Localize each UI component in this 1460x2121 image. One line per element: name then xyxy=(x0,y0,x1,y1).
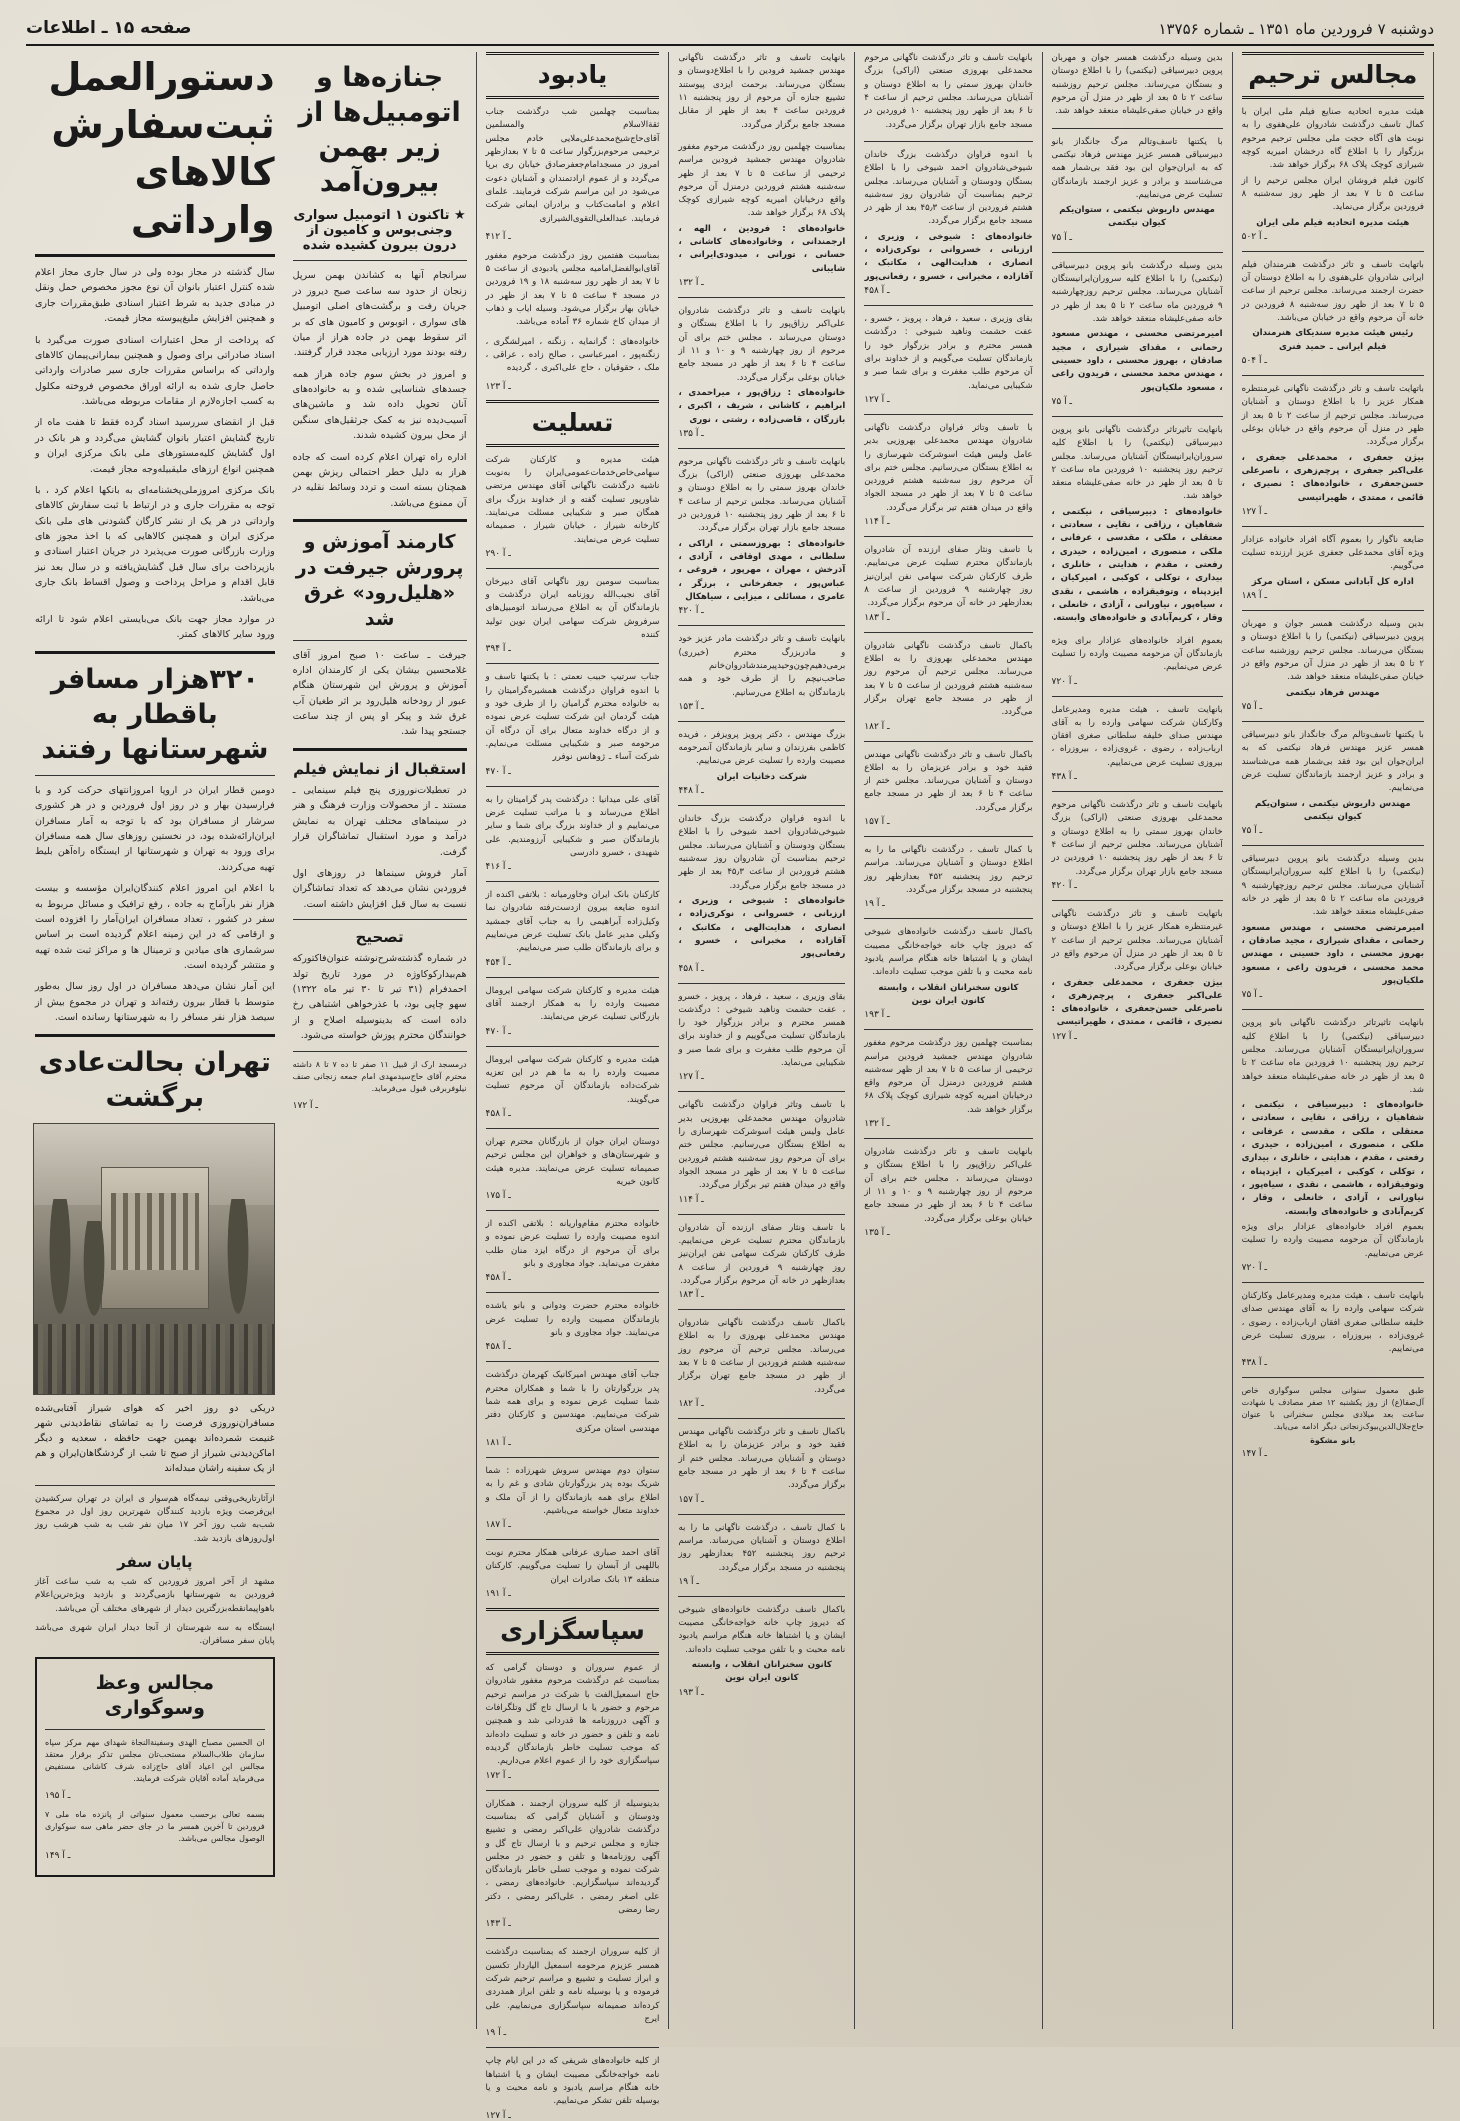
obituary-text: با کمال تاسف ، درگذشت ناگهانی ما را به اطلاع دوستان و آشنایان می‌رساند. مراسم ترحیم روز پنجشنبه ۴۵۲ بعدازظهر روز پنجشنبه در مسجد برگزار می‌گردد. xyxy=(864,845,1033,895)
tasliat-notice-ref: ـ آ ۱۷۵ xyxy=(485,1191,511,1202)
obituary-ref: ـ آ ۱۸۳ xyxy=(678,1290,704,1301)
film-body-2: آمار فروش سینماها در روزهای اول فروردین نشان می‌دهد که تعداد تماشاگران نسبت به سال قبل افزایش داشته است. xyxy=(292,867,467,910)
avalanche-kicker: ★ تاکنون ۱ اتومبیل سواری وجنی‌بوس و کامیون از درون بیرون کشیده شده xyxy=(293,208,466,254)
obituary-text: با یکتنها تاسف‌وتالم مرگ جانگداز بانو دبیرسیاقی همسر عزیز مهندس فرهاد نیکتمی که به ایران‌جوان این بود فقد بی‌شمار همه می‌شناسند و برادر و عزیز ارجمند بازماندگان تسلیت عرض می‌نماییم. xyxy=(1051,136,1223,200)
tarhim-text: با یکتنها تاسف‌وتالم مرگ جانگداز بانو دبیرسیاقی همسر عزیز مهندس فرهاد نیکتمی که به ایران‌جوان این بود فقد بی‌شمار همه می‌شناسند و برادر و عزیز ارجمند بازماندگان تسلیت عرض می‌نماییم. xyxy=(1241,729,1424,794)
column-2 xyxy=(284,52,477,2029)
sepas-notice-text: از عموم سروران و دوستان گرامی که بمناسبت غم درگذشت مرحوم مغفور شادروان حاج اسمعیل‌الفت با شرکت در مراسم ترحیم مرحوم و حضور یا با ارسال تاج گل وتلگرافات و آگهی درروزنامه ‌ها قدردانی شد و همچنین نامه‌ و تلفن و حضور در خانه و تسلیت داده‌اند که موجب تسلیت خاطر بازماندگان گردیده سپاسگزاری خود را از عموم اعلام می‌داریم. xyxy=(485,1663,660,1767)
avalanche-body-3: اداره راه تهران اعلام کرده است که جاده هراز به دلیل خطر احتمالی ریزش بهمن همچنان بسته است و تردد وسائط نقلیه در آن ممنوع می‌باشد. xyxy=(292,451,467,509)
tarhim-text: ضایعه ناگوار را بعموم آگاه افراد خانواده عزادار ویژه آقای محمدعلی جعفری عزیز ارزنده تسلیت می‌گوییم. xyxy=(1241,534,1424,572)
obituary-families: خانواده‌های : بهروزسمتی ، اراکی ، سلطانی ، مهدی اوقافی ، آزادی ، آذرخش ، مهران ، مهرپور ، فروغی ، عباس‌پور ، جعفرخانی ، برزگر ، عامری ، مسائلی ، میزایی ، سیاهکال xyxy=(678,538,846,602)
lead-headline: دستورالعمل ثبت‌سفارش کالاهای وارداتی xyxy=(48,55,275,242)
obituary-families: خانواده‌های : شیوخی ، وزیری ، ارزبانی ، خسروانی ، نوکری‌زاده ، انصاری ، هدایت‌الهی ، مکاتبک ، آقازاده ، مخبرانی ، خسرو ، رفعانی‌پور xyxy=(678,895,846,960)
tasliat-banner: تسلیت xyxy=(486,400,660,447)
memorial-cell-1-ref: ـ آ ۱۹۵ xyxy=(45,1791,71,1801)
travel-body-3: این آمار نشان می‌دهد مسافران در اول روز سال به‌طور متوسط با قطار بیرون رفته‌اند و تهران در مجموع بیش از سیصد هزار نفر مسافر را به شهرستانها رسانده است. xyxy=(35,981,275,1024)
obituary-text: بدین وسیله درگذشت بانو پروین دبیرسیاقی (نیکتمی) را با اطلاع کلیه سروران‌ایرانیستگان آشنایان می‌رساند. مجلس ترحیم روزچهارشنبه ۹ فروردین ماه ساعت ۲ تا ۵ بعد از ظهر در خانه صفی‌علیشاه منعقد خواهد شد. xyxy=(1051,260,1223,324)
obituary-ref: ـ آ ۱۱۴ xyxy=(678,1194,704,1205)
sepas-notice-ref: ـ آ ۱۷۲ xyxy=(485,1770,511,1781)
tasliat-notice-ref: ـ آ ۴۵۸ xyxy=(485,1273,511,1284)
tasliat-notice-ref: ـ آ ۱۸۱ xyxy=(485,1437,511,1448)
obituary-families: بیژن جعفری ، محمدعلی جعفری ، علی‌اکبر جعفری ، پرچم‌زهری ، ناصرعلی حسن‌جعفری ، خانواده‌های : نصیری ، قائمی ، ممتدی ، ظهیراتیسی xyxy=(1051,977,1223,1028)
tasliat-notice-ref: ـ آ ۴۱۶ xyxy=(485,862,511,873)
memorial-cell-3-ref: ـ آ ۱۴۹ xyxy=(45,1851,71,1861)
yadbood-families: خانواده‌های : گرانمایه ، زنگنه ، امیرلشگری ، زنگنه‌پور ، امیرعباسی ، صالح زاده ، عراقی ، ملک ، حقوقیان ، حاج علی‌اکبری ، گردیده xyxy=(485,336,660,374)
obituary-organization: کانون سخنرانان انقلاب ، وابسته کانون ایران نوین xyxy=(691,1660,832,1684)
obituary-text: با تاسف وتاثر فراوان درگذشت ناگهانی شادروان مهندس محمدعلی بهروزیی بدیر عامل ولیس هیئت اسوشرکت شهرسازی را به اطلاع بستگان می‌رسانیم. مجلس ختم برای آن مرحوم روز سه‌شنبه هشتم فروردین ساعت ۵ تا ۷ بعد از ظهر در مسجد الجواد واقع در میدان هفتم تیر برگزار می‌گردد. xyxy=(678,1100,846,1191)
obituary-text: با کمال تاسف ، درگذشت ناگهانی ما را به اطلاع دوستان و آشنایان می‌رساند. مراسم ترحیم روز پنجشنبه ۴۵۲ بعدازظهر روز پنجشنبه در مسجد برگزار می‌گردد. xyxy=(678,1522,846,1573)
obituary-ref: ـ آ ۱۸۲ xyxy=(864,721,890,732)
obituary-ref: ـ آ ۷۵ xyxy=(1051,396,1073,407)
tarhim-ref: ـ آ ۷۵ xyxy=(1241,826,1263,837)
tarhim-text: بانهایت تاثیرتاثر درگذشت ناگهانی بانو پروین دبیرسیاقی (نیکتمی) را با اطلاع کلیه سروران‌ایرانیستگان آشنایان می‌رساند. مجلس ترحیم روز پنجشنبه ۱۰ فروردین ماه ساعت ۲ تا ۵ بعد از ظهر در خانه صفی‌علیشاه منعقد خواهد شد. xyxy=(1241,1018,1424,1095)
tasliat-notice-text: آقای احمد صباری عرفانی همکار محترم نوبت باللهیی از آبسان را تسلیت می‌گوییم. کارکنان منطقه ۱۳ بانک صادرات ایران xyxy=(485,1548,660,1585)
film-body-1: در تعطیلات‌نوروزی پنج فیلم سینمایی ـ مستند ـ از محصولات وزارت فرهنگ و هنر در سینماهای مختلف تهران به نمایش درآمد و مورد استقبال تماشاگران قرار گرفت. xyxy=(292,785,467,858)
tarhim-text: هیئت مدیره اتحادیه صنایع فیلم ملی ایران با کمال تاسف درگذشت شادروان علی‌هفوی‌ را به‌ نوبت‌ های آگاه حجت ملی مجلس‌ ترحیم مرحوم‌ بزرگوار را با اطلاع‌ گاه درخشان امیریه کوچه شیرازی کوچک پلاک ۶۸ برگزار خواهد شد. xyxy=(1241,107,1424,171)
obituary-notice xyxy=(864,544,1032,623)
obituary-notice xyxy=(1052,260,1223,407)
obituary-notice xyxy=(678,52,845,132)
sepas-notice-ref: ـ آ ۱۹ xyxy=(485,2028,507,2039)
tasliat-notice-text: جناب سرتیپ حبیب نعمتی : با یکتنها تاسف و با اندوه فراوان درگذشت همشیره‌گرامیتان را به خانواده محترم گرامیان‌ را از طرف خود و هیئت گردمان این شرکت تسلیت عرض نموده و از درگاه خداوند متعال برای آن درگاه‌ آن مرحومه صبر و شکیبایی مسئلت می‌نمایم. شرکت آساء ـ ژوهانس‌ نوفرر xyxy=(485,672,660,763)
column-grid xyxy=(26,52,1434,2121)
tasliat-notice xyxy=(486,1369,660,1448)
obituary-ref: ـ آ ۷۵ xyxy=(1051,232,1073,243)
obituary-text: بانهایت تاسف و تاثر درگذشت ناگهانی مرحوم محمدعلی بهروزی صنعتی (اراکی) بزرگ خاندان بهروز سمتی را به اطلاع دوستان و آشنایان می‌رساند. مجلس ترحیم از ساعت ۴ تا ۶ بعد از ظهر روز پنجشنبه ۱۰ فروردین در مسجد جامع بازار تهران برگزار می‌گردد. xyxy=(864,53,1033,130)
tasliat-notice-ref: ـ آ ۳۹۴ xyxy=(485,644,511,655)
tasliat-notice-text: هیئت مدیره و کارکنان شرکت سهامی ایرو‌مال مصیبت وارده را به همکار ارجمند آقای بازرگانی تسلیت عرض می‌نمایند. xyxy=(485,985,660,1023)
column-3 xyxy=(477,52,670,2121)
column-7 xyxy=(1233,52,1434,2029)
tarhim-notice xyxy=(1242,1017,1424,1273)
obituary-notice xyxy=(678,1522,845,1587)
tasliat-notice-text: دوستان ایران جوان از بازرگانان محترم تهران و شهرستان‌های و خواهران این مجلس‌ ترحیم‌ صمیمانه تسلیت عرض می‌نمایند. مدیره هیئت کانون خیریه xyxy=(485,1136,660,1187)
tasliat-notice-text: هیئت مدیره و کارکنان شرکت سهامی‌خاص‌خدمات‌عمومی‌ایران‌ را به‌نوبت ناشیه درگذشت ناگهانی آقای مهندس مرتضی شاورپور‌ تسلیت گفته و از خداوند بزرگ برای همگان صبر و شکیبایی مسئلت می‌نمایند. کارخانه شیراز ، خیابان شیراز ، صمیمانه تسلیت عرض می‌نمایند. xyxy=(485,454,660,545)
obituary-notice xyxy=(678,1222,845,1301)
obituary-notice xyxy=(864,749,1032,828)
majales-tarhim-banner: مجالس ترحیم xyxy=(1242,52,1424,99)
tarhim-ref: ـ آ ۷۵ xyxy=(1241,701,1263,712)
obituary-notice xyxy=(864,313,1032,405)
obituary-notice xyxy=(678,305,845,439)
obituary-ref: ـ آ ۱۱۴ xyxy=(864,517,890,528)
obituary-ref: ـ آ ۱۹۳ xyxy=(678,1687,704,1698)
obituary-text: باکمال تاسف درگذشت خانواده‌های شیوخی که دیروز چاپ خانه خواجه‌خانگی مصیبت ایشان و یا اشتباها خانه هنگام مراسم یادبود نامه محبت و با تلفن موجب تسلیت داده‌اند. xyxy=(864,927,1033,978)
tarhim-signature: امیرمرتضی محسنی ، مهندس مسعود رحمانی ، مقدای شیرازی ، مجید صادقان ، بهروز محسنی ، داود حسینی ، مهندس محمد محسنی ، فریدون راعی ، مسعود ملکیان‌پور xyxy=(1241,922,1424,986)
tasliat-notice xyxy=(486,576,660,655)
memorial-cell-3: بسمه تعالی برحسب معمول سنواتی از پانزده ماه ملی ۷ فروردین تا آخرین همسر ما در جای حضر ماهی سه سوکواری الوصول مجالس می‌باشد. xyxy=(45,1810,265,1843)
tasliat-notice-ref: ـ آ ۱۸۷ xyxy=(485,1520,511,1531)
obituary-text: بانهایت تاسف و تاثر درگذشت شادروان علی‌اکبر رزاق‌پور را با اطلاع بستگان و دوستان می‌رساند ، مجلس ختم برای آن مرحوم از روز چهارشنبه ۹ و ۱۰ و ۱۱ از ساعت ۴ تا ۶ بعد از ظهر در مسجد جامع خیابان بوعلی برگزار می‌گردد. xyxy=(678,306,846,383)
tasliat-notice xyxy=(486,1547,660,1599)
obituary-notice xyxy=(678,1604,845,1698)
obituary-notice xyxy=(1052,704,1223,783)
obituary-ref: ـ آ ۱۹ xyxy=(864,899,885,910)
tarhim-notice xyxy=(1242,853,1424,1000)
obituary-notice xyxy=(678,141,845,288)
obituary-text: بمناسبت چهلمین روز درگذشت مرحوم مغفور شادروان مهندس جمشید فرودین مراسم ترحیمی از ساعت ۵ تا ۷ بعد از ظهر سه‌شنبه هشتم فروردین درمنزل آن مرحوم واقع درخیابان امیریه کوچه شیرازی کوچک پلاک ۶۸ برگزار خواهد شد. xyxy=(864,1038,1033,1115)
column-1 xyxy=(26,52,284,2029)
obituary-notice xyxy=(678,456,845,616)
tarhim-text: بانهایت تاسف ، هیئت مدیره ومدیرعامل وکارکنان شرکت سهامی وارده را به آقای مهندس صدای خلیفه سلطانی صغری افقان ارباب‌زاده ، رضوی ، غروی‌زاده ، بیروزراه ، بیروزی تسلیت عرض می‌نماییم. xyxy=(1241,1290,1424,1355)
memorial-cell-5-text: بانو مشکوة xyxy=(1310,1436,1356,1446)
obituary-families: خانواده‌های : دبیرسیاقی ، نیکتمی ، شفاهیان ، رزاقی ، نقایی ، سعادتی ، معتقلی ، ملکی ، مقدسی ، عرفانی ، ملکی ، منصوری ، امین‌زاده ، حیدری ، رفعتی ، مقدم ، هدایتی ، خانلری ، بیداری ، توکلی ، کوکبی ، امیرکیان ، ایزدپناه ، وتوفیقزاده ، هاشمی ، نقدی ، سیاه‌پور ، نیاورانی ، آزادی ، خانعلی ، وقار ، کریم‌آبادی و خانواده‌های وابسته. xyxy=(1051,506,1223,624)
obituary-text: بانهایت تاسف و تاثر درگذشت مادر عزیز خود و مادربزرگ محترم (خیرری) برمی‌دهیم‌چون‌وحید‌پیرمند‌شادروان‌خانم‌ صاحب‌نیچم را از طرف خود و همه بازماندگان به اطلاع می‌رسانیم. xyxy=(678,634,846,698)
avalanche-body-2: و امروز در بخش سوم جاده هراز همه جسد‌های شناسایی شده و به خانواده‌های آنان تحویل داده شد و ماشین‌های آسیب‌دیده نیز به کمک جرثقیل‌های سنگین از محل بیرون کشیده شدند. xyxy=(292,368,467,442)
tarhim-notice xyxy=(1242,383,1424,517)
sepas-notice-text: از کلیه سروران ارجمند که بمناسبت درگذشت همسر عزیزم مرحومه اسمعیل الیاردار تکسین و ابراز تسلیت و تشییع و مراسم ترحیم شرکت فرموده و یا بوسیله نامه و تلفن ابراز همدردی کرده‌اند صمیمانه سپاسگزاری می‌نماییم. علی ایرج xyxy=(485,1947,660,2024)
tasliat-notice-ref: ـ آ ۲۹۰ xyxy=(485,548,511,559)
obituary-notice xyxy=(864,1146,1032,1238)
tasliat-notice xyxy=(486,1465,660,1530)
obituary-notice xyxy=(678,729,845,796)
lead-body-1: سال گذشته در مجاز بوده ولی در سال جاری مجاز اعلام شده کنترل اعتبار بانوان آن نوع مجوز مخصوص حمل ونقل در مبادی جدید به شرط اعتبار اسنادی طبق‌مقررات جاری و همچنین افزایش ملیغ‌پیوسته مجاز قیمت. xyxy=(35,267,275,325)
obituary-notice xyxy=(864,926,1032,1020)
memorial-cell-4 xyxy=(1242,1385,1424,1459)
obituary-notice xyxy=(864,640,1032,732)
tarhim-signature: مهندس داریوش نیکتمی ، ستوان‌یکم کیوان نیکتمی xyxy=(1254,798,1411,822)
tarhim-signature: اداره کل آبادانی مسکن ، استان مرکز xyxy=(1251,576,1414,587)
tasliat-notice xyxy=(486,1300,660,1352)
obituary-ref: ـ آ ۱۳۲ xyxy=(678,278,704,288)
obituary-families: خانواده‌های : شیوخی ، وزیری ، ارزبانی ، خسروانی ، نوکری‌زاده ، انصاری ، هدایت‌الهی ، مکاتبک ، آقازاده ، مخبرانی ، خسرو ، رفعانی‌پور xyxy=(864,231,1033,282)
tarhim-signature: رئیس هیئت مدیره سندیکای هنرمندان فیلم ایرانی ـ حمید فنری xyxy=(1252,328,1414,352)
memorial-box xyxy=(35,1657,275,1877)
tarhim-text: باتهایت تاسف و تاثر درگذشت هنرمندان فیلم ایرانی شادروان علی‌هفوی را به‌ اطلاع‌ دوستان‌ آن‌ حضرت‌ ارجمند می‌رساند. مجلس ترحیم از ساعت ۵ تا ۷ بعد از ظهر روز سه‌شنبه ۸ فروردین در خانه آن مرحوم واقع در خیابان می‌باشد. xyxy=(1241,259,1424,324)
tehran-body-3: ایستگاه به سه شهرستان از آنجا دیدار ایران شهری می‌باشد پایان سفر مسافران. xyxy=(35,1623,275,1647)
tasliat-notice-ref: ـ آ ۱۹۱ xyxy=(485,1589,511,1600)
obituary-ref: ـ آ ۱۸۳ xyxy=(864,612,890,623)
avalanche-headline: جنازه‌ها و اتومبیل‌ها از زیر بهمن بیرون‌آمد xyxy=(298,62,461,199)
obituary-ref: ـ آ ۱۵۷ xyxy=(678,1494,704,1505)
obituary-ref: ـ آ ۱۹ xyxy=(678,1576,699,1587)
tarhim-ref: ـ آ ۱۲۷ xyxy=(1241,506,1267,517)
obituary-text: باکمال تاسف درگذشت ناگهانی شادروان مهندس محمدعلی بهروزی را به اطلاع می‌رساند. مجلس ترحیم آن مرحوم روز سه‌شنبه هشتم فروردین از ساعت ۵ تا ۷ بعد از ظهر در مسجد جامع تهران برگزار می‌گردد. xyxy=(864,640,1033,718)
tehran-body-2: مشهد از آخر امروز فروردین که شب به شب ساعت آغاز فروردین به شهرستانها بازمی‌گردند و بازدید ویژه‌ترین‌اعلام باهواپیما‌نقطه‌بزرگترین دیدار از شهرهای مختلف آن می‌باشد. xyxy=(35,1577,275,1614)
correction-body: در شماره گذشته‌شرح‌نوشته عنوان‌فاکتورکه هم‌بیدارکوکاوژه در مورد تاریخ تولد احمدفرام (۳۱ تیر تا ۳۰ تیر ماه ۱۳۲۲) سهو چاپی بود، با عذرخواهی اشتباهی رخ داده است که بدینوسیله اصلاح و از خوانندگان محترم پوزش خواسته می‌شود. xyxy=(292,953,467,1042)
masthead xyxy=(0,18,1460,38)
tarhim-ref: ـ آ ۷۵ xyxy=(1241,990,1263,1001)
obituary-notice xyxy=(1052,635,1223,687)
memorial-cell-5-ref: ـ آ ۱۴۷ xyxy=(1241,1449,1267,1460)
tasliat-notice-ref: ـ آ ۴۵۴ xyxy=(485,957,511,968)
header-rule xyxy=(26,44,1434,46)
page-number: صفحه ۱۵ ـ اطلاعات xyxy=(26,18,192,38)
tarhim-text: بدین وسیله درگذشت بانو پروین دبیرسیاقی (نیکتمی) را با اطلاع کلیه سروران‌ایرانیستگان آشنایان می‌رساند. مجلس ترحیم روزچهارشنبه ۹ فروردین ماه ساعت ۲ تا ۵ بعد از ظهر در خانه صفی‌علیشاه منعقد خواهد شد. xyxy=(1241,854,1424,918)
sepas-notice xyxy=(486,1662,660,1781)
obituary-text: با تاسف وتاثر فراوان درگذشت ناگهانی شادروان مهندس محمدعلی بهروزیی بدیر عامل ولیس هیئت اسوشرکت شهرسازی را به اطلاع بستگان می‌رسانیم. مجلس ختم برای آن مرحوم روز سه‌شنبه هشتم فروردین ساعت ۵ تا ۷ بعد از ظهر در مسجد الجواد واقع در میدان هفتم تیر برگزار می‌گردد. xyxy=(864,422,1033,513)
obituary-notice xyxy=(1052,908,1223,1042)
obituary-families: خانواده‌های : فرودین ، الهه ، ارجمندانی ، وخانواده‌های کاشانی ، حسانی ، تورانی ، میدودی‌ایرانی ، شایبانی xyxy=(678,223,846,274)
travel-body-1: دومین قطار ایران در اروپا امروزانتهای حرکت کرد و با فرارسیدن بهار و در روز اول فروردین و در هر کشوری سرشار از مسافران بود که با توجه به آمار مسافران ایران‌ارائه‌شده بود، در نخستین روزهای سال همه مسافران برای ورود به تهران و شهرستانها از ایستگاه راه‌آهن بلیط تهیه می‌کردند. xyxy=(35,784,275,873)
obituary-text: بانهایت تاسف و تاثر درگذشت ناگهانی مهندس جمشید فرودین را با اطلاع‌دوستان و بستگان می‌رساند. برحمت ایزدی پیوستند تشییع جنازه آن مرحوم از روز پنجشنبه ۱۱ فروردین ساعت ۴ بعد از ظهر از مقابل مسجد‌ جامع برگزار می‌گردد. xyxy=(678,53,846,130)
obituary-text: بانهایت تاسف ، هیئت مدیره ومدیرعامل وکارکنان شرکت سهامی وارده را به آقای مهندس صدای خلیفه سلطانی صغری افقان ارباب‌زاده ، رضوی ، غروی‌زاده ، بیروزراه ، بیروزی تسلیت عرض می‌نماییم. xyxy=(1051,704,1223,768)
obituary-text: باتهایت تاسف و تاثر درگذشت ناگهانی غیرمنتظره همکار عزیز را با اطلاع دوستان و آشنایان می‌رساند. مجلس ترحیم از ساعت ۲ تا ۵ بعد از ظهر در منزل آن مرحوم واقع در خیابان بوعلی برگزار می‌گردد. xyxy=(1051,908,1223,973)
tasliat-notice-text: کارکنان بانک ایران وخاورمیانه : بلاتفی اکنده از اندوه ضایعه بیرون ازدست‌رفته شادروان نما وکیل‌زاده آبراهیمی را به جناب آقای جمشید وکیلی مدیر عامل بانک تسلیت عرض می‌نماییم و برای بازماندگان طلب صبر می‌نماییم. xyxy=(485,890,660,954)
drowning-headline: کارمند آموزش و پرورش جیرفت در «هلیل‌رود» غرق شد xyxy=(295,531,464,630)
obituary-ref: ـ آ ۱۳۲ xyxy=(864,1119,890,1130)
tarhim-ref: ـ آ ۱۸۹ xyxy=(1241,591,1267,602)
tarhim-notice xyxy=(1242,534,1424,601)
obituary-text: باکمال تاسف درگذشت خانواده‌های شیوخی که دیروز چاپ خانه خواجه‌خانگی مصیبت ایشان و یا اشتباها خانه هنگام مراسم یادبود نامه محبت و با تلفن موجب تسلیت داده‌اند. xyxy=(678,1604,846,1655)
end-of-trip-subhead: پایان سفر xyxy=(117,1552,193,1571)
photo-caption: دریکی دو روز اخیر که هوای شیراز آفتابی‌شده مسافران‌نوروزی فرصت را به تماشای نقاط‌دیدنی شهر غنیمت شمرده‌اند بهمین جهت حافظه ، سعدیه و دیگر اماکن‌دیدنی شیراز از صبح تا شب از گردشگاهان‌ایران و هم از یک سفینه راشان‌ مبدله‌اند xyxy=(35,1402,275,1475)
tasliat-notice-text: خانواده محترم مقام‌واریانه : بلاتفی اکنده از اندوه مصیبت وارده را تسلیت عرض نموده و برای آن مرحوم از درگاه ایزد منان طلب مغفرت می‌نماید. جواد مجاوری و بانو xyxy=(485,1219,660,1270)
obituary-text: بانهایت تاسف و تاثر درگذشت شادروان علی‌اکبر رزاق‌پور را با اطلاع بستگان و دوستان می‌رساند ، مجلس ختم برای آن مرحوم از روز چهارشنبه ۹ و ۱۰ و ۱۱ از ساعت ۴ تا ۶ بعد از ظهر در مسجد جامع خیابان بوعلی برگزار می‌گردد. xyxy=(864,1147,1033,1224)
tarhim-notice xyxy=(1242,259,1424,366)
obituary-notice xyxy=(864,52,1032,132)
obituary-notice xyxy=(864,1037,1032,1129)
obituary-notice xyxy=(678,991,845,1083)
obituary-text: با تاسف ونثار صفای ارزنده آن شادروان بازماندگان محترم تسلیت عرض می‌نماییم. طرف کارکنان شرکت سهامی نفن ایران‌نیز روز چهارشنبه ۹ فروردین از ساعت ۸ بعدازظهر در خانه آن مرحوم برگزار می‌گردد. xyxy=(864,545,1033,609)
obituary-ref: ـ آ ۴۵۸ xyxy=(864,286,890,296)
lead-body-5: در موارد مجاز جهت بانک می‌بایستی اعلام شود تا ارائه ورود سایر کالاهای کمتر. xyxy=(35,613,275,641)
obituary-notice xyxy=(864,149,1032,296)
obituary-notice xyxy=(1052,136,1223,243)
yadbood-banner: یادبود xyxy=(486,52,660,99)
obituary-text: باکمال تاسف و تاثر درگذشت ناگهانی مهندس فقید خود و برادر عزیزمان را به اطلاع دوستان و آشنایان می‌رساند. مجلس ختم از ساعت ۴ تا ۶ بعد از ظهر در مسجد جامع برگزار می‌گردد. xyxy=(864,749,1033,813)
obituary-ref: ـ آ ۱۲۷ xyxy=(1051,1031,1077,1042)
obituary-ref: ـ آ ۴۵۸ xyxy=(678,963,704,974)
obituary-ref: ـ آ ۱۵۳ xyxy=(678,701,704,712)
lead-body-2: که پرداخت از محل اعتبارات اسنادی صورت می‌گیرد با اسناد صادراتی برای وصول و همچنین بیمارانی‌پیمان کالاهای وارداتی که براساس مقررات جاری سیر صادرات وارداتی حاصل جاری شده به ارائه اوراق مخصوص فروخته‌ مکلول به کسب اجازه‌لازم از مقامات مربوطه می‌باشد. xyxy=(35,334,275,407)
lead-body-3: قبل از انقضای سررسید اسناد گرده فقط تا هفت ماه از تاریخ گشایش اعتبار بانوان گشایش می‌گردد و هر بانک در اول گشایش کلیه‌مستور‌های ملی بانک مرکزی ایران و همچنین انواع ارزهای ملیقبیله‌وجه مجاز قیمت. xyxy=(35,417,275,475)
column-4 xyxy=(669,52,855,2029)
obituary-ref: ـ آ ۴۴۸ xyxy=(678,786,704,797)
obituary-text: بمناسبت چهلمین روز درگذشت مرحوم مغفور شادروان مهندس جمشید فرودین مراسم ترحیمی از ساعت ۵ تا ۷ بعد از ظهر سه‌شنبه هشتم فروردین درمنزل آن مرحوم واقع درخیابان امیریه کوچه شیرازی کوچک پلاک ۶۸ برگزار خواهد شد. xyxy=(678,141,846,219)
tarhim-signature: مهندس فرهاد نیکتمی xyxy=(1285,687,1380,698)
sepas-notice-ref: ـ آ ۱۲۷ xyxy=(485,2110,511,2121)
obituary-text: بانهایت تاسف و تاثر درگذشت ناگهانی مرحوم محمدعلی بهروزی صنعتی (اراکی) بزرگ خاندان بهروز سمتی را به اطلاع دوستان و آشنایان می‌رساند. مجلس ترحیم از ساعت ۴ تا ۶ بعد از ظهر روز پنجشنبه ۱۰ فروردین در مسجد جامع بازار تهران برگزار می‌گردد. xyxy=(678,456,846,534)
obituary-ref: ـ آ ۱۳۵ xyxy=(864,1227,890,1238)
yadbood-ref-1: ـ آ ۴۱۲ xyxy=(485,231,511,242)
tasliat-notice-text: هیئت مدیره و کارکنان شرکت سهامی ایرو‌مال مصیبت وارده را به ما هم در این تعزیه شرکت‌داده بازماندگان آن مرحوم تسلیت می‌گویند. xyxy=(485,1054,660,1105)
tasliat-notice xyxy=(486,1136,660,1201)
obituary-text: باکمال تاسف و تاثر درگذشت ناگهانی مهندس فقید خود و برادر عزیزمان را به اطلاع دوستان و آشنایان می‌رساند. مجلس ختم از ساعت ۴ تا ۶ بعد از ظهر در مسجد جامع برگزار می‌گردد. xyxy=(678,1427,846,1491)
memorial-box-title: مجالس وعظ وسوگواری xyxy=(95,1671,214,1720)
correction-headline: تصحیح xyxy=(355,928,404,947)
obituary-ref: ـ آ ۱۲۷ xyxy=(864,394,890,405)
tarhim-text-cont: کانون فیلم فروشان ایران مجلس ترحیم را از ساعت ۵ تا ۷ بعد از ظهر روز سه‌شنبه ۸ فروردین برگزار می‌نماید. xyxy=(1241,175,1424,213)
obituary-text: بقای وزیری ، سعید ، فرهاد ، پرویز ، خسرو ، عفت حشمت وناهید شیوخی : درگذشت همسر محترم و برادر بزرگوار خود را بازماندگان تسلیت می‌گوییم و از خداوند برای آن مرحوم طلب مغفرت و برای شما صبر و شکیبایی می‌نماید. xyxy=(678,991,846,1069)
tasliat-notice-ref: ـ آ ۴۵۸ xyxy=(485,1342,511,1353)
obituary-families: خانواده‌های : رزاق‌پور ، میراحمدی ، ابراهیم ، کاشانی ، شریف ، اکبری ، بازرگان ، قاضی‌زاده ، رشتی ، نوری xyxy=(678,387,846,425)
tasliat-notice xyxy=(486,1054,660,1119)
memorial-cell-4-text: طبق معمول سنوانی مجلس سوگواری خاص آل‌صفا(ع) از روز یکشنبه ۱۲ صفر مصادف با شهادت ساعت بعد میلادی مجلس سخنرانی با عنوان حاج‌جلال‌الدین‌بیوک‌زنجانی دیگر ادامه می‌یابد. xyxy=(1241,1386,1424,1432)
tarhim-notice xyxy=(1242,729,1424,836)
obituary-organization: کانون سخنرانان انقلاب ، وابسته کانون ایران نوین xyxy=(878,982,1019,1006)
sepas-notice xyxy=(486,1946,660,2038)
memorial-cell-1: ان الحسین مصباح الهدی وسفینةالنجاة شهدای مهم مرکز سپاه‌ سازمان‌ طلاب‌السلام‌ مستحب‌تان مجلس تذکر برقرار معتقد مجالس این اعیاد آقای حاج‌زاده‌ شرف‌ کاشانی مستفیض می‌فرماید آماده آقایان شرکت فرمایند. xyxy=(45,1738,265,1783)
sepas-notice-text: بدینوسیله از کلیه سروران ارجمند ، همکاران ودوستان و آشنایان گرامی که بمناسبت درگذشت شادروان علی‌اکبر رمضی و تشییع جنازه و مجلس ترحیم و با ارسال تاج گل و آگهی روزنامه‌ها و تلفن و حضور در مجلس شرکت نموده و موجب تسلی خاطر بازماندگان گردیده‌اند سپاسگزاریم. خانواده‌های رمضی ، علی اصغر رمضی ، علی‌اکبر رمضی ، دکتر رضا رمضی xyxy=(485,1798,660,1916)
obituary-text: بزرگ مهندس ، دکتر پرویز پرویزفر ، فریده کاظمی‌ بفرزندان و سایر بازماندگان آنمرحومه مصیبت وارده را تسلیت عرض می‌نماییم. xyxy=(678,729,846,767)
sepas-notice xyxy=(486,1798,660,1930)
obituary-notice xyxy=(678,1426,845,1505)
obituary-notice xyxy=(678,1317,845,1409)
memorial-cell-2-ref: ـ آ ۱۷۲ xyxy=(292,1100,319,1111)
obituary-notice xyxy=(1052,424,1223,626)
tarhim-notice xyxy=(1242,618,1424,712)
tasliat-notice-text: جناب آقای مهندس امیرکانیک کهرمان درگذشت پدر بزرگوارتان را با شما و همکاران محترم شما تسلیت عرض نموده و برای همه شما شرکت می‌نماییم. مهندسین و کارکنان دفتر مهندسی استان مرکزی xyxy=(485,1370,660,1434)
tasliat-notice-text: ستوان دوم مهندس سروش شهرزاده : شما شریک بوده پدر بزرگوارتان شادی و غم‌ را به اطلاع برای همه بازماندگان را از آن ملک و خداوند متعال خواسته‌ می‌باشیم. xyxy=(485,1465,660,1516)
lead-body-4: بانک مرکزی امروزملی‌پخشنامه‌ای به بانکها اعلام کرد ، با توجه به مقررات جاری و در ارتباط با ثبت سفارش کالاهای وارداتی در هر یک از نشر کارگان گشودنی های ملی بانک مرکزی ایران و همچنین کالاهایی که با اخذ مجوز های وزارت بازرگانی صورت می‌پذیرد در جریان اعتبار اسنادی و بازپرداخت برای سال قبل گشایش‌یافته و در سال بعد نیز قابل اقدام و مراحل پرداخت و وصول اقساط بانک جاری می‌باشد. xyxy=(35,484,275,604)
obituary-notice xyxy=(678,813,845,973)
obituary-ref: ـ آ ۱۸۲ xyxy=(678,1399,704,1409)
tarhim-ref: ـ آ ۷۲۰ xyxy=(1241,1262,1267,1273)
obituary-ref: ـ آ ۴۳۸ xyxy=(1051,772,1077,783)
tasliat-notice xyxy=(486,454,660,559)
obituary-text: باکمال تاسف درگذشت ناگهانی شادروان مهندس محمدعلی بهروزی را به اطلاع می‌رساند. مجلس ترحیم آن مرحوم روز سه‌شنبه هشتم فروردین از ساعت ۵ تا ۷ بعد از ظهر در مسجد جامع تهران برگزار می‌گردد. xyxy=(678,1318,846,1395)
tehran-headline: تهران بحالت‌عادی برگشت xyxy=(38,1046,271,1113)
tasliat-notice-ref: ـ آ ۴۷۰ xyxy=(485,766,511,777)
tasliat-notice xyxy=(486,985,660,1037)
travel-body-2: با اعلام این امروز اعلام کنندگان‌ایران‌ مؤسسه و بیست هزار نفر بارآماج به جاده ، رفع ترافیک و مسائل مربوط به سفر در کشور ، تعداد مسافران ایران‌آمار را افزوده است و ارقامی که در این زمینه اعلام گردیده است بر اساس سرشماری های میادین و ترمینال ها و مراکز ثبت شده تهیه و منتشر گردیده است. xyxy=(35,883,275,972)
tarhim-text: باتهایت تاسف و تاثر درگذشت ناگهانی غیرمنتظره همکار عزیز را با اطلاع دوستان و آشنایان می‌رساند. مجلس ترحیم از ساعت ۲ تا ۵ بعد از ظهر در منزل آن مرحوم واقع در خیابان بوعلی برگزار می‌گردد. xyxy=(1241,384,1424,448)
tasliat-notice xyxy=(486,1218,660,1283)
tasliat-notice-text: خانواده محترم حضرت ودوانی و بانو یاشده بازماندگان مصیبت وارده را تسلیت عرض می‌نمایند. جواد مجاوری و بانو xyxy=(485,1301,660,1338)
tasliat-notice xyxy=(486,889,660,968)
yadbood-notice-1: بمناسبت چهلمین شب درگذشت جناب ثقةالاسلام والمسلمین آقای‌حاج‌شیخ‌محمدعلی‌ملایی‌‌ خادم مجلس ترحیمی مرحوم‌بزرگوار ساعت ۵ تا ۷ بعدازظهر امروز در مسجد‌امام‌جعفر‌صادق خیابان ری برپا می‌گردد و از عموم ارادتمندان و آشنایان دعوت می‌شود در این مراسم شرکت فرمایند. علمای اعلام و امامت‌کتاب و برادران ایمانی شرکت فرمایند. عبدالعلی‌التقوی‌الشیرازی xyxy=(485,107,660,224)
sepas-notice-text: از کلیه خانواده‌های شریفی که در این ایام چاپ نامه خواجه‌خانگی مصیبت ایشان و یا اشتباها خانه هنگام مراسم یادبود و نامه محبت و یا بوسیله تلفن تشکر می‌نماییم. xyxy=(485,2056,660,2107)
obituary-signature: امیرمرتضی محسنی ، مهندس مسعود رحمانی ، مقدای شیرازی ، مجید صادقان ، بهروز محسنی ، داود حسینی ، مهندس محمد محسنی ، فریدون راعی ، مسعود ملکیان‌پور xyxy=(1051,329,1223,393)
tarhim-text-end: بعموم افراد خانواده‌های عزادار برای ویژه بازماندگان آن مرحومه مصیبت وارده را تسلیت عرض می‌نماییم. xyxy=(1241,1221,1424,1259)
tarhim-families: خانواده‌های : دبیرسیاقی ، نیکتمی ، شفاهیان ، رزاقی ، نقایی ، سعادتی ، معتقلی ، ملکی ، مقدسی ، عرفانی ، ملکی ، منصوری ، امین‌زاده ، حیدری ، رفعتی ، مقدم ، هدایتی ، خانلری ، بیداری ، توکلی ، کوکبی ، امیرکیان ، ایزدپناه ، وتوفیقزاده ، هاشمی ، نقدی ، سیاه‌پور ، نیاورانی ، آزادی ، خانعلی ، وقار ، کریم‌آبادی و خانواده‌های وابسته. xyxy=(1241,1100,1424,1217)
obituary-notice xyxy=(678,1099,845,1204)
obituary-signature: مهندس داریوش نیکتمی ، ستوان‌یکم کیوان نیکتمی xyxy=(1059,205,1215,229)
tarhim-families: بیژن جعفری ، محمدعلی جعفری ، علی‌اکبر جعفری ، پرچم‌زهری ، ناصرعلی حسن‌جعفری ، خانواده‌های : نصیری ، قائمی ، ممتدی ، ظهیراتیسی xyxy=(1241,452,1424,503)
obituary-text: بعموم افراد خانواده‌های عزادار برای ویژه بازماندگان آن مرحومه مصیبت وارده را تسلیت عرض می‌نماییم. xyxy=(1051,635,1223,673)
obituary-text: بدین وسیله درگذشت همسر جوان و مهربان پروین دبیرسیاقی (نیکتمی) را با اطلاع دوستان و بستگان می‌رساند. مجلس ترحیم روزشنبه ساعت ۲ تا ۵ بعد از ظهر در منزل آن مرحوم واقع در خیابان صفی‌علیشاه منعقد خواهد شد. xyxy=(1051,53,1223,117)
tasliat-notice-text: آقای علی میدانیا : درگذشت پدر گرامیتان را به اطلاع می‌رساند و با مراتب تسلیت عرض می‌نماییم و از خداوند بزرگ برای شما و سایر بازماندگان صبر و شکیبایی آرزومندیم. علی شهیدی ، خسرو دادرسی xyxy=(485,794,660,858)
obituary-text: بانهایت تاثیرتاثر درگذشت ناگهانی بانو پروین دبیرسیاقی (نیکتمی) را با اطلاع کلیه سروران‌ایرانیستگان آشنایان می‌رساند. مجلس ترحیم روز پنجشنبه ۱۰ فروردین ماه ساعت ۲ تا ۵ بعد از ظهر در خانه صفی‌علیشاه منعقد خواهد شد. xyxy=(1051,424,1223,502)
yadbood-notice-2: بمناسبت هفتمین روز درگذشت مرحوم مغفور آقای‌ابوالفضل‌امامیه مجلس یادبودی از ساعت ۵ تا ۷ بعد از ظهر روز سه‌شنبه ۱۸ و ۱۹ فروردین در مسجد ۴ ساعت ۵ تا ۷ بعد از ظهر در خیابان بهار برگزار می‌شود. وسیله ایاب و ذهاب از میدان کاخ شماره ۳۶ آماده می‌باشد. xyxy=(485,250,660,328)
obituary-notice xyxy=(1052,52,1223,119)
obituary-ref: ـ آ ۱۲۷ xyxy=(678,1072,704,1083)
obituary-company: شرکت دخانیات ایران xyxy=(716,771,807,782)
tarhim-signature: هیئت مدیره اتحادیه فیلم ملی ایران xyxy=(1256,217,1410,228)
obituary-notice xyxy=(678,633,845,712)
tarhim-ref: ـ آ ۴۳۸ xyxy=(1241,1358,1267,1369)
obituary-text: بقای وزیری ، سعید ، فرهاد ، پرویز ، خسرو ، عفت حشمت وناهید شیوخی : درگذشت همسر محترم و برادر بزرگوار خود را بازماندگان تسلیت می‌گوییم و از خداوند برای آن مرحوم طلب مغفرت و برای شما صبر و شکیبایی می‌نماید. xyxy=(864,314,1033,391)
obituary-notice xyxy=(864,422,1032,527)
tarhim-ref: ـ آ ۵۰۲ xyxy=(1241,231,1267,242)
tarhim-notice xyxy=(1242,106,1424,242)
yadbood-ref-2: ـ آ ۱۲۳ xyxy=(485,381,511,392)
avalanche-body-1: سرانجام آنها به کشاندن بهمن‌ سرپل زنجان از حدود سه ساعت صبح دیروز در جریان رفت و برگشت‌های اصلی اتومبیل های سواری ، اتوبوس و کامیون های که بر اثر سقوط بهمن در جاده هراز از میان رفته بودند مورد ارزیابی مجدد قرار گرفتند. xyxy=(292,270,467,359)
obituary-ref: ـ آ ۴۲۰ xyxy=(1051,880,1077,891)
tarhim-ref: ـ آ ۵۰۴ xyxy=(1241,356,1267,366)
drowning-body: جیرفت ـ ساعت ۱۰ صبح امروز آقای غلامحسین بیشان یکی از کارمندان اداره آموزش و پرورش این شهرستان هنگام عبور از رودخانه هلیل‌رود بر اثر طغیان آب غرق شد و پیکر او پس از چند ساعت جستجو پیدا شد. xyxy=(292,649,467,738)
sepasgozari-banner: سپاسگزاری xyxy=(486,1608,660,1655)
sepas-notice xyxy=(486,2055,660,2120)
column-6 xyxy=(1043,52,1233,2029)
tarhim-text: بدین وسیله درگذشت همسر جوان و مهربان پروین دبیرسیاقی (نیکتمی) را با اطلاع دوستان و بستگان می‌رساند. مجلس ترحیم روزشنبه ساعت ۲ تا ۵ بعد از ظهر در منزل آن مرحوم واقع در خیابان صفی‌علیشاه منعقد خواهد شد. xyxy=(1241,619,1424,683)
obituary-text: با اندوه فراوان درگذشت بزرگ خاندان شیوخی‌شادروان احمد شیوخی را با اطلاع بستگان ودوستان و آشنایان می‌رساند. مجلس ترحیم بمناسبت آن شادروان روز سه‌شنبه هشتم فروردین از ساعت ۴۵٫۳ بعد از ظهر در مسجد جامع برگزار می‌گردد. xyxy=(864,149,1033,227)
obituary-ref: ـ آ ۱۵۷ xyxy=(864,817,890,828)
obituary-notice xyxy=(1052,799,1223,891)
film-headline: استقبال از نمایش فیلم xyxy=(293,759,467,778)
obituary-ref: ـ آ ۱۳۵ xyxy=(678,428,704,439)
tasliat-notice-text: بمناسبت سومین روز ناگهانی آقای دبیرخان‌ آقای نجیب‌الله روزنامه‌ ایران‌ درگذشت‌ و بازماندگان آن به اطلاع می‌رساند اتومبیل‌های سرفروش شرکت سهامی ایران‌ نوین تولید کننده xyxy=(485,576,660,641)
obituary-ref: ـ آ ۴۲۰ xyxy=(678,606,704,617)
obituary-ref: ـ آ ۷۲۰ xyxy=(1051,676,1077,687)
tasliat-notice-ref: ـ آ ۴۷۰ xyxy=(485,1026,511,1037)
issue-date: دوشنبه ۷ فروردین ماه ۱۳۵۱ ـ شماره ۱۳۷۵۶ xyxy=(1158,20,1434,38)
obituary-notice xyxy=(864,844,1032,909)
news-photo xyxy=(33,1123,275,1395)
obituary-ref: ـ آ ۱۹۳ xyxy=(864,1010,890,1021)
column-5 xyxy=(855,52,1042,2029)
obituary-text: با اندوه فراوان درگذشت بزرگ خاندان شیوخی‌شادروان احمد شیوخی را با اطلاع بستگان ودوستان و آشنایان می‌رساند. مجلس ترحیم بمناسبت آن شادروان روز سه‌شنبه هشتم فروردین از ساعت ۴۵٫۳ بعد از ظهر در مسجد جامع برگزار می‌گردد. xyxy=(678,814,846,891)
tehran-body-1: ازآثارتاریخی‌وقتی نیمه‌گاه هم‌سوار ی ایران‌ در تهران سرکشیدن این‌فرصت ویژه بازدید کنندگان شهرترین روز اول در مجموع شب‌به شب روز آخر ۱۷ میان نفر شب به شب هرشب روز اول‌روزهای بازدید شد. xyxy=(35,1493,275,1544)
tasliat-notice-ref: ـ آ ۴۵۸ xyxy=(485,1108,511,1119)
tarhim-notice xyxy=(1242,1290,1424,1369)
sepas-notice-ref: ـ آ ۱۴۳ xyxy=(485,1919,511,1930)
tasliat-notice xyxy=(486,671,660,776)
travel-headline: ۳۲۰هزار مسافر باقطار به شهرستانها رفتند xyxy=(41,663,269,765)
tasliat-notice xyxy=(486,794,660,873)
memorial-cell-2: درمسجد ارک از قبیل ۱۱ صفر تا ده ۷ تا ۸ داشته‌ محترم آقای حاج‌سیدمهدی‌ امام‌ جمعه زنجانی صنف نیلوفربرقی قبول می‌فرماید. xyxy=(292,1059,467,1093)
obituary-text: بانهایت تاسف و تاثر درگذشت ناگهانی مرحوم محمدعلی بهروزی صنعتی (اراکی) بزرگ خاندان بهروز سمتی را به اطلاع دوستان و آشنایان می‌رساند. مجلس ترحیم از ساعت ۴ تا ۶ بعد از ظهر روز پنجشنبه ۱۰ فروردین در مسجد جامع بازار تهران برگزار می‌گردد. xyxy=(1051,800,1223,877)
obituary-text: با تاسف ونثار صفای ارزنده آن شادروان بازماندگان محترم تسلیت عرض می‌نماییم. طرف کارکنان شرکت سهامی نفن ایران‌نیز روز چهارشنبه ۹ فروردین از ساعت ۸ بعدازظهر در خانه آن مرحوم برگزار می‌گردد. xyxy=(678,1222,846,1286)
